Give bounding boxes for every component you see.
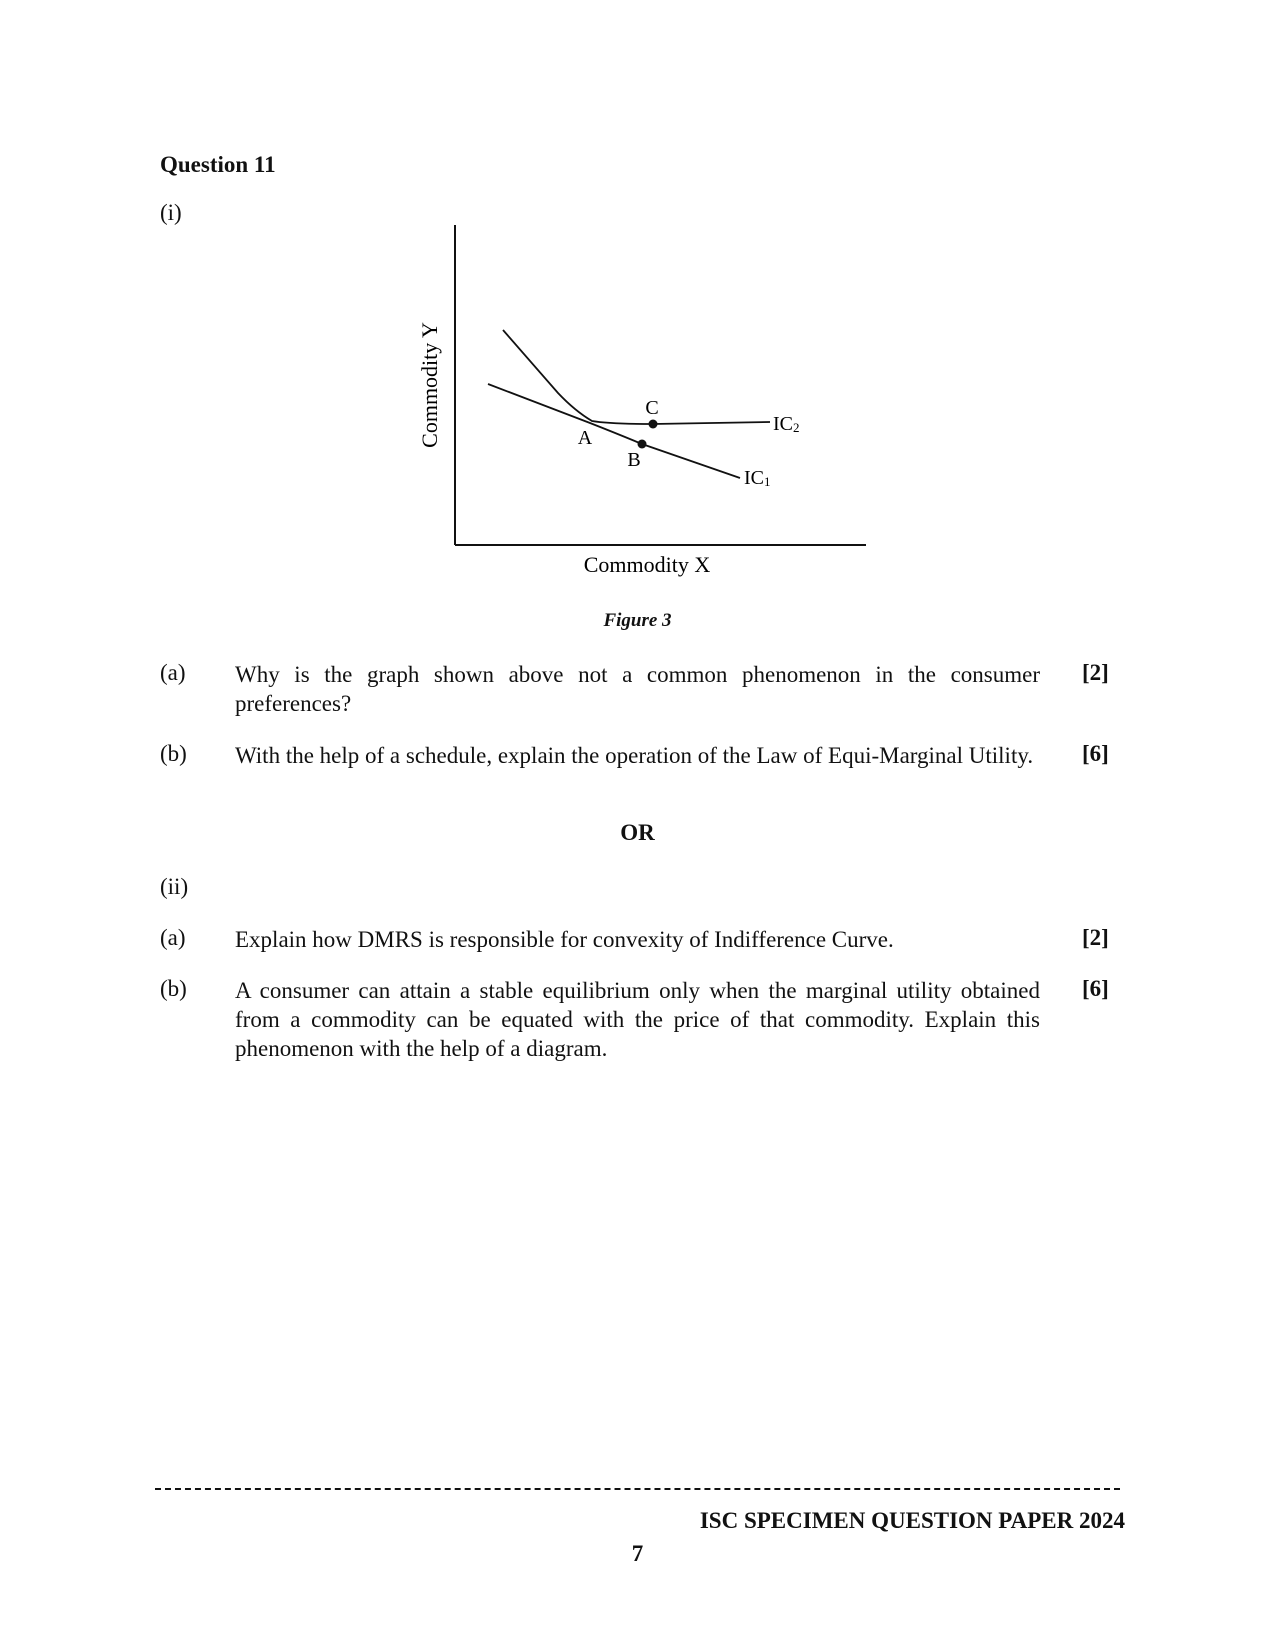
indifference-curve-figure bbox=[0, 0, 1275, 600]
ic2-label: IC2 bbox=[773, 413, 800, 435]
point-a-label: A bbox=[577, 427, 593, 449]
part-ii-b-label: (b) bbox=[160, 976, 187, 1001]
footer-title: ISC SPECIMEN QUESTION PAPER 2024 bbox=[699, 1508, 1125, 1533]
page-number: 7 bbox=[631, 1541, 644, 1566]
part-ii-a-marks: [2] bbox=[1082, 925, 1109, 950]
part-i-label: (i) bbox=[160, 200, 182, 225]
footer-divider bbox=[155, 1488, 1120, 1490]
x-axis-label: Commodity X bbox=[583, 552, 711, 577]
ic1-label: IC1 bbox=[744, 467, 771, 489]
point-c-marker bbox=[649, 420, 658, 429]
part-i-a-text: Why is the graph shown above not a common phenomenon in the consumer preferences? bbox=[235, 662, 1040, 716]
part-ii-b-marks: [6] bbox=[1082, 976, 1109, 1001]
part-i-b-label: (b) bbox=[160, 741, 187, 766]
part-i-b-text: With the help of a schedule, explain the operation of the Law of Equi-Marginal Utility. bbox=[235, 743, 1034, 768]
point-b-marker bbox=[638, 440, 647, 449]
ic2-curve bbox=[503, 330, 770, 424]
point-c-label: C bbox=[645, 397, 659, 419]
part-i-a-label: (a) bbox=[160, 660, 186, 685]
part-ii-b-text: A consumer can attain a stable equilibrium only when the marginal utility obtained from a commodity can be equated with the price of that commodity. Explain this phenomenon with the help of a diagram. bbox=[235, 978, 1040, 1061]
or-separator: OR bbox=[620, 820, 655, 845]
y-axis-label: Commodity Y bbox=[417, 322, 442, 448]
part-ii-a-text: Explain how DMRS is responsible for convexity of Indifference Curve. bbox=[235, 927, 894, 952]
part-i-b-marks: [6] bbox=[1082, 741, 1109, 766]
question-title: Question 11 bbox=[160, 152, 276, 177]
part-i-a-marks: [2] bbox=[1082, 660, 1109, 685]
point-b-label: B bbox=[627, 449, 641, 471]
part-ii-label: (ii) bbox=[160, 874, 189, 899]
part-ii-a-label: (a) bbox=[160, 925, 186, 950]
figure-caption: Figure 3 bbox=[603, 610, 672, 631]
ic1-curve bbox=[488, 384, 740, 478]
